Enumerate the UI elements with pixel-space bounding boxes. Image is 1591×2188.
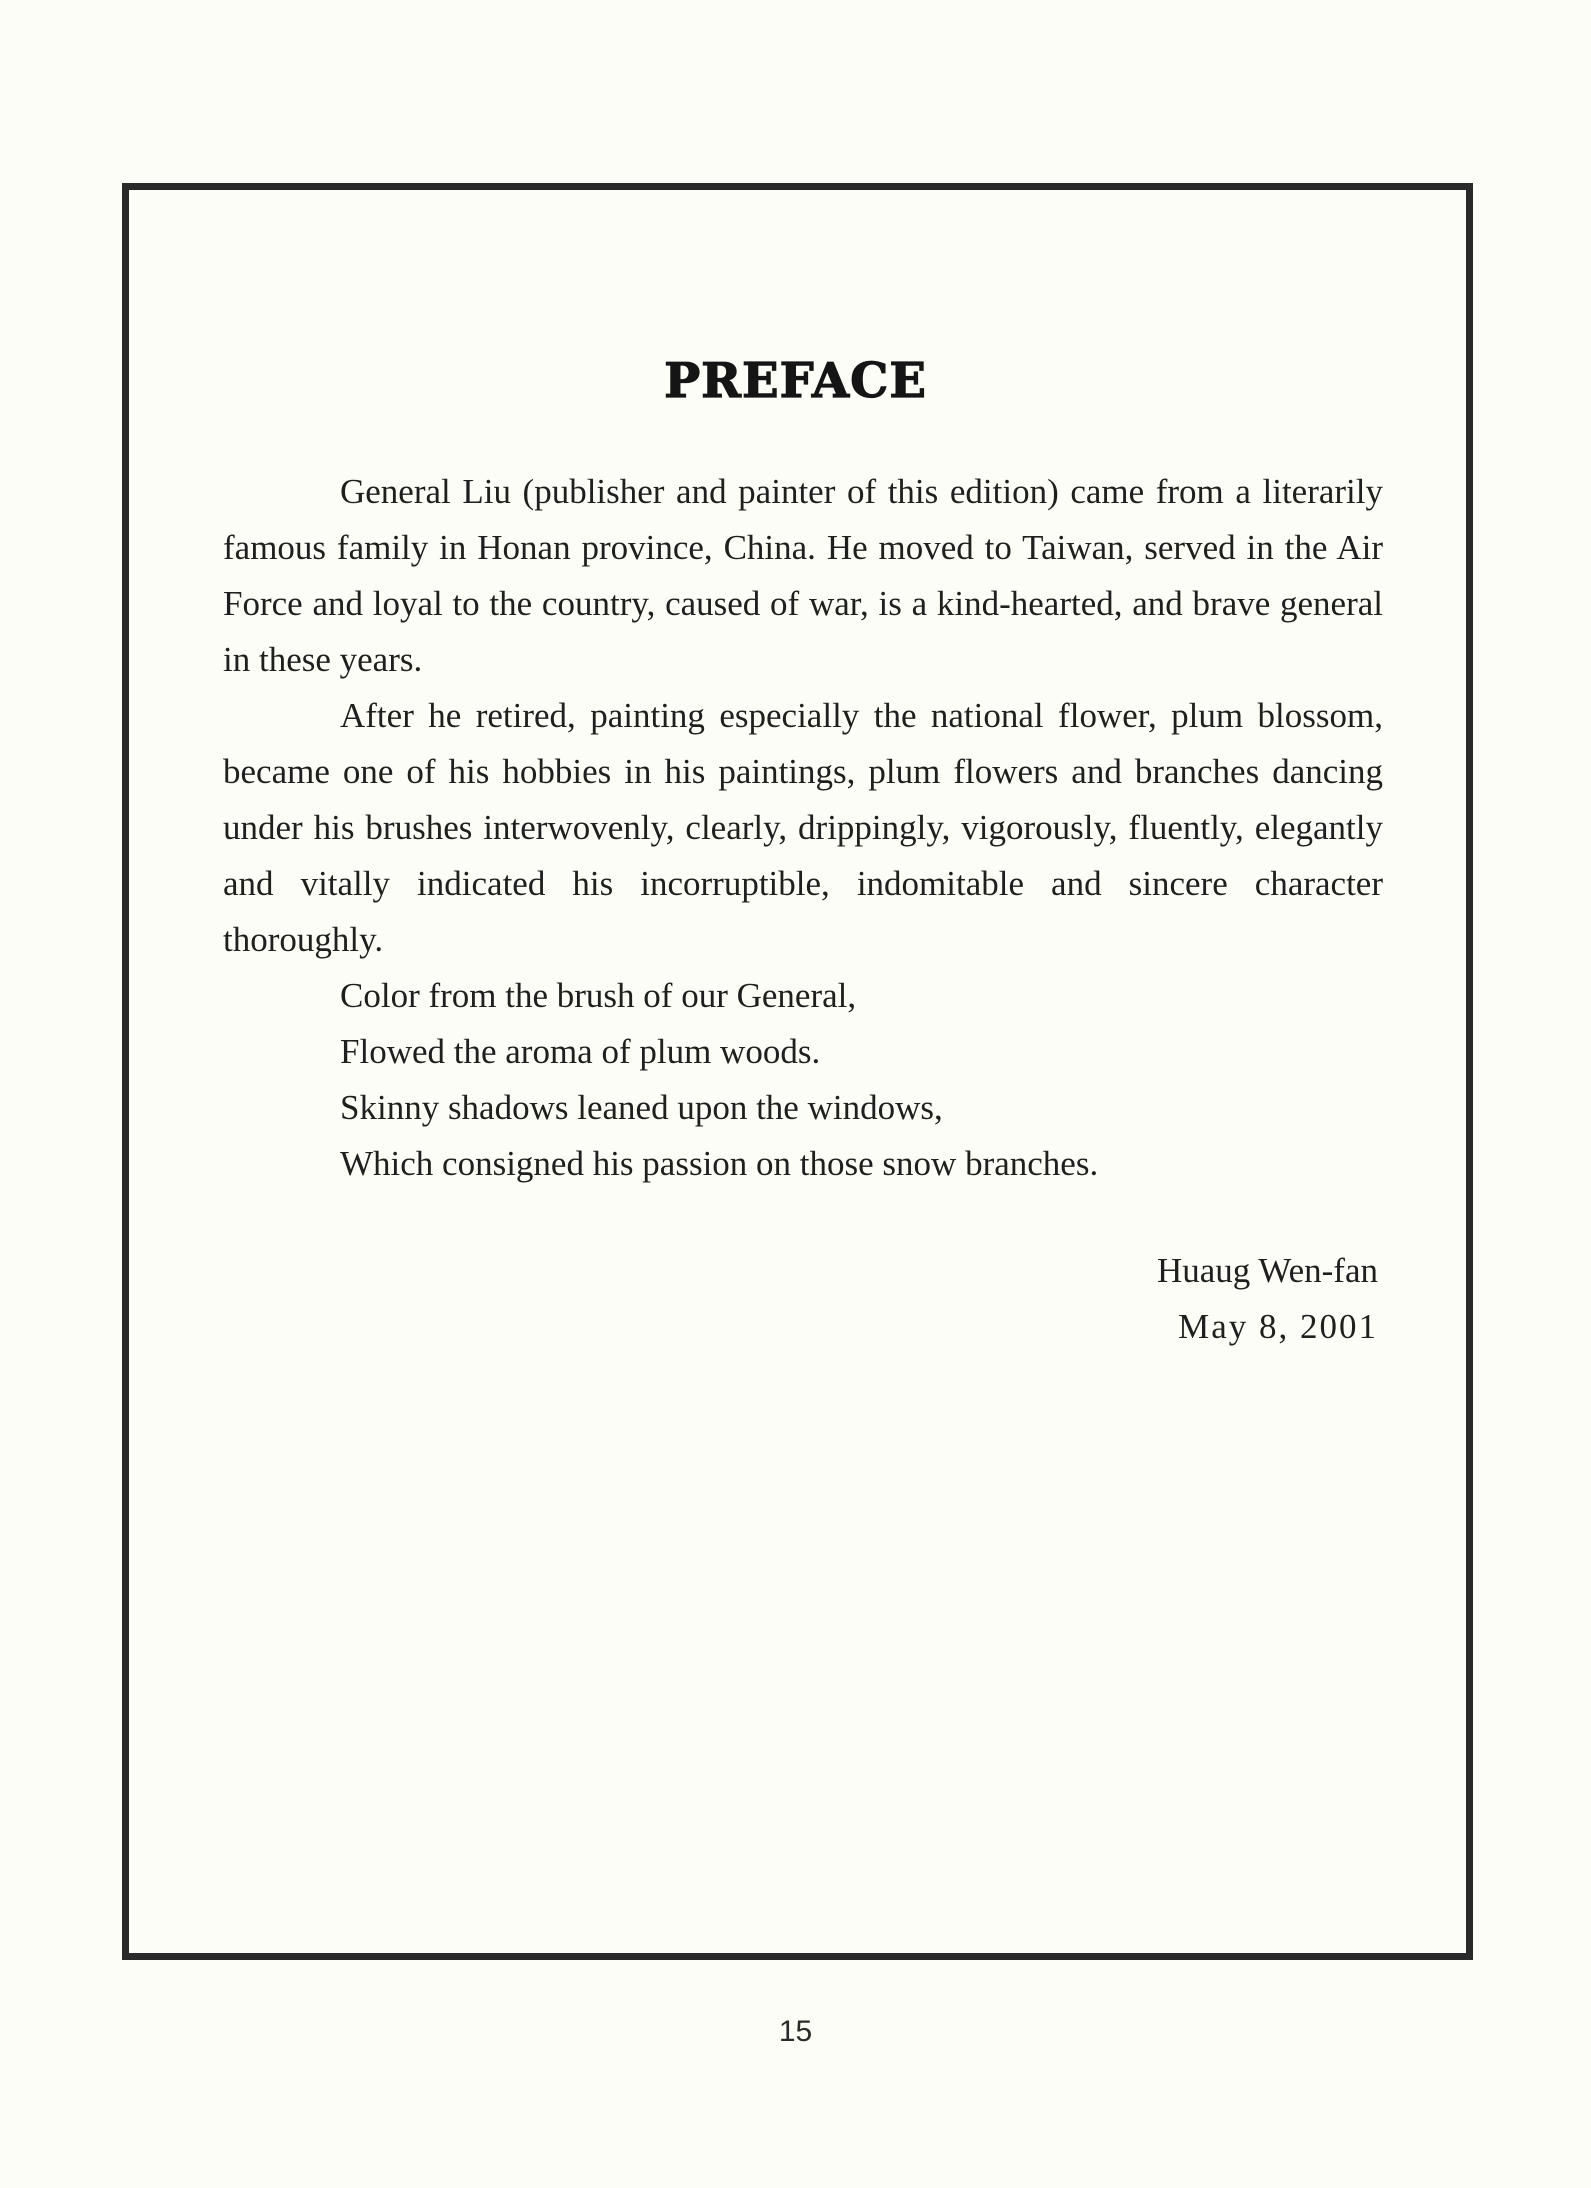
poem-line-2: Flowed the aroma of plum woods.: [340, 1032, 821, 1071]
preface-body: [223, 464, 1383, 1192]
page-title: PREFACE: [664, 353, 927, 409]
signature-date: May 8, 2001: [1178, 1307, 1378, 1346]
paragraph-2: After he retired, painting especially the national flower, plum blossom, became one of his hobbies in his paintings, plum flowers and branches dancing under his brushes interwovenly, clearly, drippingly, vigorously, fluently, elegantly and vitally indicated his incorruptible, indomitable and sincere character thoroughly.: [223, 696, 1383, 959]
signature-block: [1157, 1243, 1378, 1355]
paragraph-1: General Liu (publisher and painter of this edition) came from a literarily famous family in Honan province, China. He moved to Taiwan, served in the Air Force and loyal to the country, caused of war, is a kind-hearted, and brave general in these years.: [223, 472, 1383, 679]
poem-line-4: Which consigned his passion on those snow branches.: [340, 1144, 1099, 1183]
page-number: 15: [778, 2015, 813, 2048]
poem-line-1: Color from the brush of our General,: [340, 976, 857, 1015]
poem: [223, 968, 1383, 1192]
poem-line-3: Skinny shadows leaned upon the windows,: [340, 1088, 943, 1127]
signature-author: Huaug Wen-fan: [1156, 1251, 1378, 1290]
